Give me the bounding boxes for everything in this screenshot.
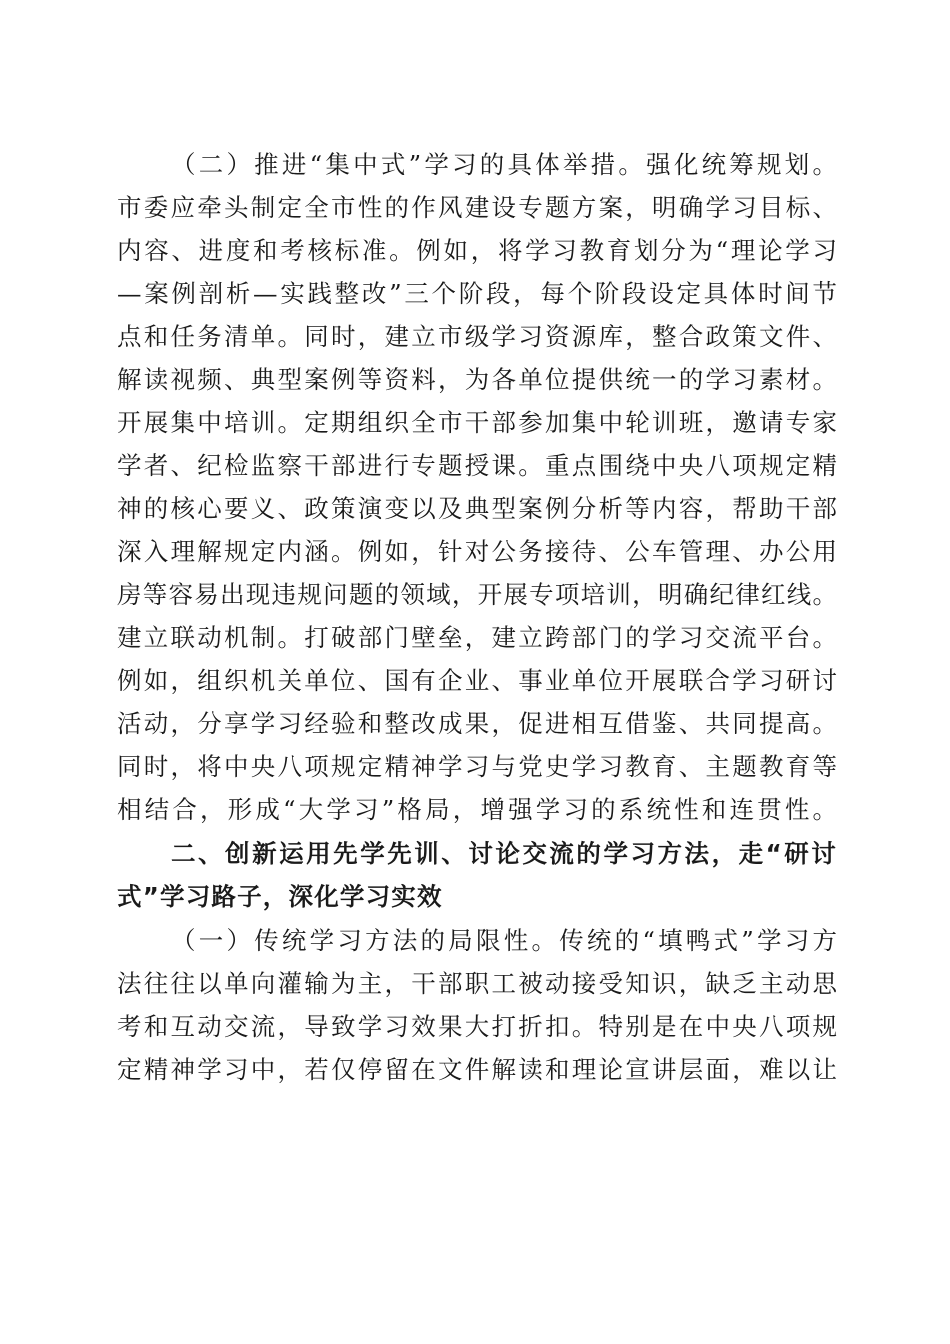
paragraph-line: 考和互动交流，导致学习效果大打折扣。特别是在中央八项规 <box>117 1012 837 1041</box>
paragraph-line: 建立联动机制。打破部门壁垒，建立跨部门的学习交流平台。 <box>117 623 837 652</box>
paragraph-line: 解读视频、典型案例等资料，为各单位提供统一的学习素材。 <box>117 365 837 394</box>
section-heading-line: 二、创新运用先学先训、讨论交流的学习方法，走“研讨 <box>171 839 837 868</box>
paragraph-line: 例如，组织机关单位、国有企业、事业单位开展联合学习研讨 <box>117 666 837 695</box>
paragraph-line: 学者、纪检监察干部进行专题授课。重点围绕中央八项规定精 <box>117 451 837 480</box>
paragraph-line: 市委应牵头制定全市性的作风建设专题方案，明确学习目标、 <box>117 193 837 222</box>
paragraph-line: （二）推进“集中式”学习的具体举措。强化统筹规划。 <box>171 150 837 179</box>
paragraph-line: 同时，将中央八项规定精神学习与党史学习教育、主题教育等 <box>117 752 837 781</box>
paragraph-line: —案例剖析—实践整改”三个阶段，每个阶段设定具体时间节 <box>117 279 837 308</box>
paragraph-line: （一）传统学习方法的局限性。传统的“填鸭式”学习方 <box>171 926 837 955</box>
paragraph-line: 神的核心要义、政策演变以及典型案例分析等内容，帮助干部 <box>117 494 837 523</box>
paragraph-line: 法往往以单向灌输为主，干部职工被动接受知识，缺乏主动思 <box>117 969 837 998</box>
paragraph-line: 相结合，形成“大学习”格局，增强学习的系统性和连贯性。 <box>117 795 837 824</box>
section-heading-line: 式”学习路子，深化学习实效 <box>117 882 443 911</box>
paragraph-line: 点和任务清单。同时，建立市级学习资源库，整合政策文件、 <box>117 322 837 351</box>
paragraph-line: 开展集中培训。定期组织全市干部参加集中轮训班，邀请专家 <box>117 408 837 437</box>
paragraph-line: 内容、进度和考核标准。例如，将学习教育划分为“理论学习 <box>117 236 837 265</box>
paragraph-line: 活动，分享学习经验和整改成果，促进相互借鉴、共同提高。 <box>117 709 837 738</box>
paragraph-line: 房等容易出现违规问题的领域，开展专项培训，明确纪律红线。 <box>117 580 837 609</box>
paragraph-line: 深入理解规定内涵。例如，针对公务接待、公车管理、办公用 <box>117 537 837 566</box>
paragraph-line: 定精神学习中，若仅停留在文件解读和理论宣讲层面，难以让 <box>117 1055 837 1084</box>
